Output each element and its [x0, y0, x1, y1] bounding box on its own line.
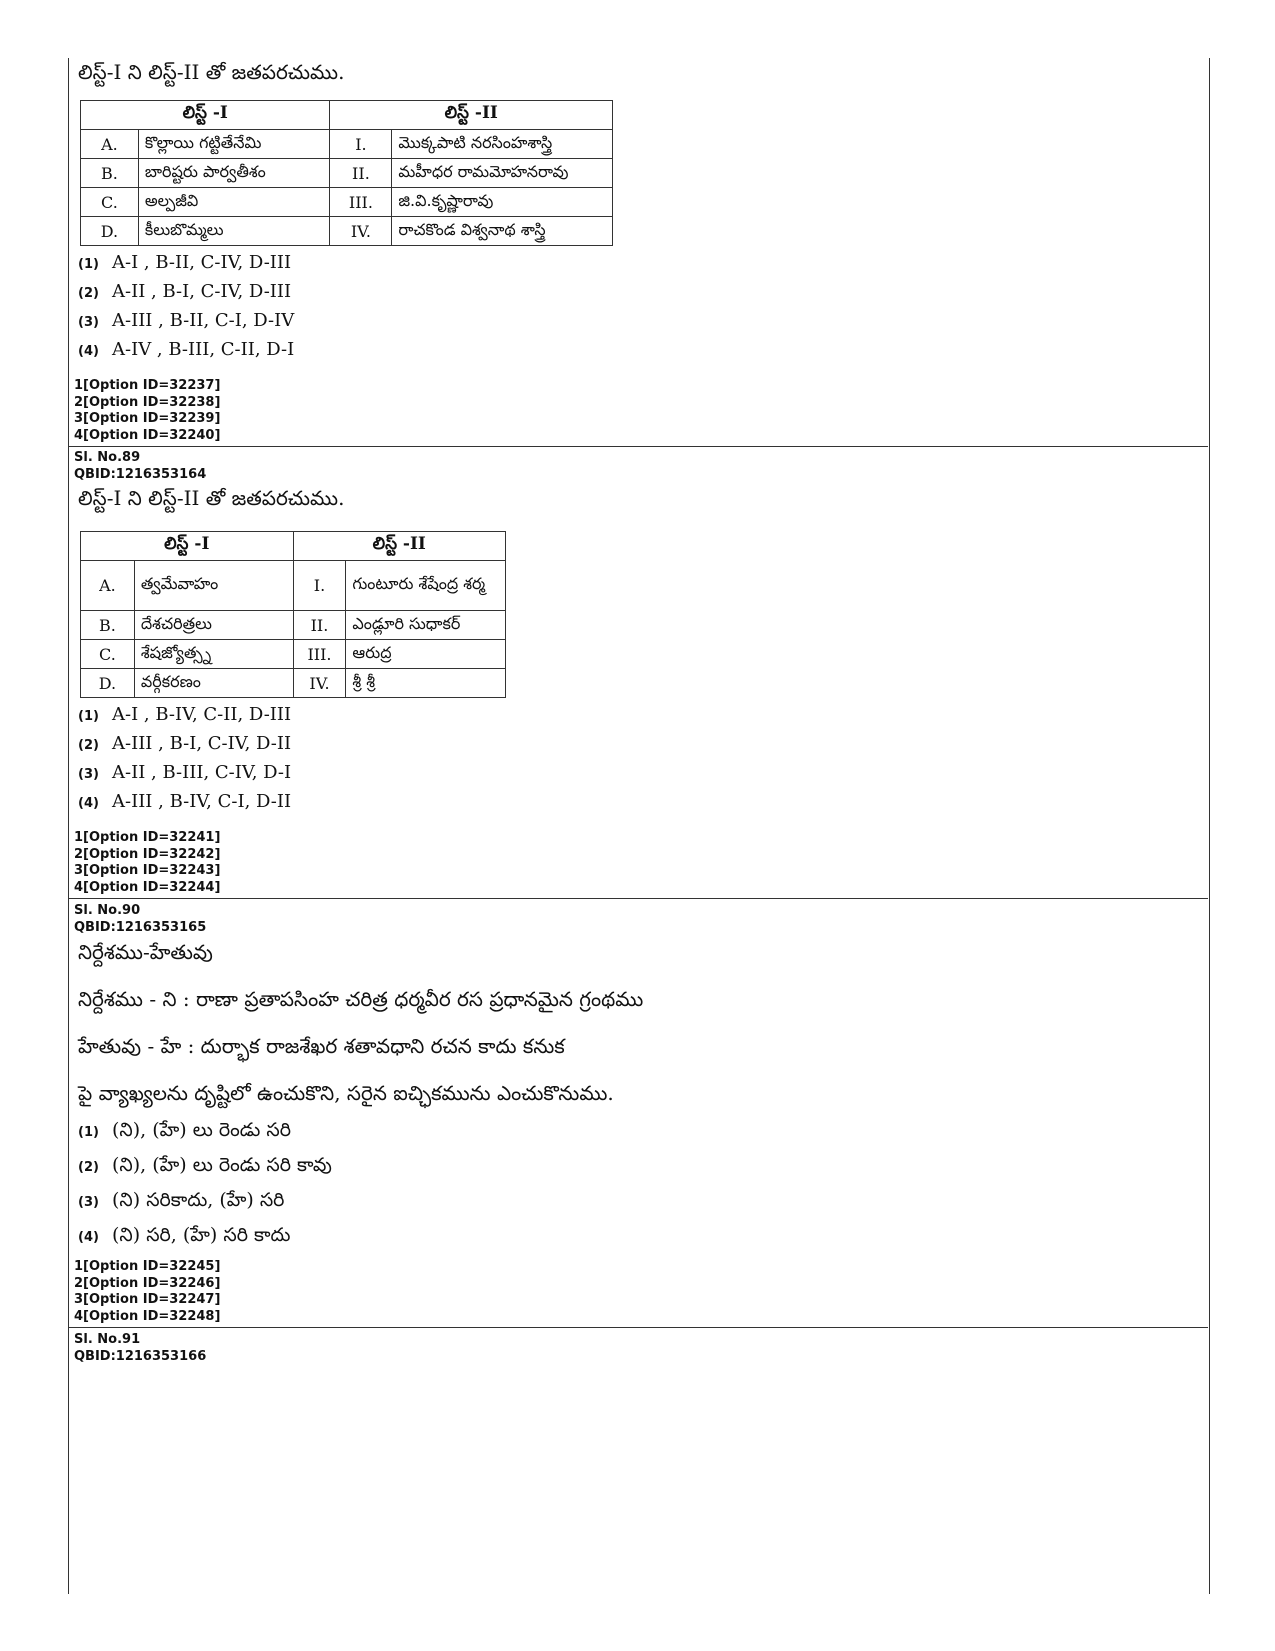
list1-item: అల్పజీవి — [138, 188, 330, 217]
list1-header: లిస్ట్ -I — [81, 101, 330, 130]
option-number: (1) — [78, 709, 99, 724]
option[interactable] — [78, 310, 1208, 339]
row-roman: I. — [330, 130, 392, 159]
option[interactable] — [78, 733, 1208, 762]
list1-item: త్వమేవాహం — [134, 561, 293, 611]
list2-item: ఎండ్లూరి సుధాకర్ — [346, 611, 506, 640]
option-ids — [74, 1259, 1214, 1325]
option-number: (2) — [78, 286, 99, 301]
row-label: A. — [81, 130, 139, 159]
option-number: (1) — [78, 257, 99, 272]
qbid: QBID:1216353166 — [74, 1348, 207, 1364]
option-number: (2) — [78, 738, 99, 753]
table-row — [81, 611, 506, 640]
qbid: QBID:1216353165 — [74, 919, 207, 935]
option-id: 1[Option ID=32241] — [74, 830, 221, 845]
option[interactable] — [78, 281, 1208, 310]
option-id: 1[Option ID=32237] — [74, 378, 221, 393]
option[interactable] — [78, 762, 1208, 791]
option-text: A-II , B-III, C-IV, D-I — [112, 762, 292, 783]
row-roman: I. — [293, 561, 346, 611]
option[interactable] — [78, 1189, 1208, 1224]
option-text: (ని), (హే) లు రెండు సరి కావు — [112, 1154, 332, 1176]
option[interactable] — [78, 1154, 1208, 1189]
serial-number: Sl. No.90 — [74, 903, 141, 918]
option-text: A-I , B-II, C-IV, D-III — [112, 252, 292, 273]
option-text: A-III , B-I, C-IV, D-II — [112, 733, 292, 754]
match-table — [80, 531, 506, 698]
list2-header: లిస్ట్ -II — [293, 532, 505, 561]
row-label: C. — [81, 188, 139, 217]
table-row — [81, 640, 506, 669]
question-divider — [68, 898, 1208, 899]
row-label: D. — [81, 217, 139, 246]
option-text: A-IV , B-III, C-II, D-I — [112, 339, 295, 360]
row-label: B. — [81, 611, 135, 640]
prompt: పై వ్యాఖ్యలను దృష్టిలో ఉంచుకొని, సరైన ఐచ్ఛికమును ఎంచుకొనుము. — [78, 1081, 614, 1105]
option-id: 4[Option ID=32240] — [74, 427, 221, 443]
option-id: 2[Option ID=32246] — [74, 1275, 221, 1291]
instruction: లిస్ట్-I ని లిస్ట్-II తో జతపరచుము. — [78, 486, 345, 510]
list1-item: శేషజ్యోత్స్న — [134, 640, 293, 669]
table-row — [81, 130, 613, 159]
row-roman: III. — [330, 188, 392, 217]
list1-header: లిస్ట్ -I — [81, 532, 294, 561]
list1-item: దేశచరిత్రలు — [134, 611, 293, 640]
options-list — [78, 252, 1208, 368]
option-id: 3[Option ID=32243] — [74, 863, 221, 878]
list2-item: జి.వి.కృష్ణారావు — [392, 188, 613, 217]
row-roman: II. — [330, 159, 392, 188]
question-title: నిర్దేశము-హేతువు — [78, 940, 213, 964]
list2-item: మహీధర రామమోహనరావు — [392, 159, 613, 188]
question-divider — [68, 1327, 1208, 1328]
list2-item: మొక్కపాటి నరసింహశాస్త్రి — [392, 130, 613, 159]
question-91 — [68, 1332, 1208, 1365]
list2-item: రాచకొండ విశ్వనాథ శాస్త్రి — [392, 217, 613, 246]
question-90 — [68, 903, 1208, 1259]
row-roman: IV. — [330, 217, 392, 246]
match-table — [80, 100, 613, 246]
list1-item: కొల్లాయి గట్టితేనేమి — [138, 130, 330, 159]
option[interactable] — [78, 791, 1208, 820]
option-text: (ని) సరి, (హే) సరి కాదు — [112, 1224, 291, 1246]
option-id: 4[Option ID=32248] — [74, 1308, 221, 1324]
list1-item: కీలుబొమ్మలు — [138, 217, 330, 246]
option-number: (3) — [78, 1195, 99, 1210]
statement: నిర్దేశము - ని : రాణా ప్రతాపసింహ చరిత్ర ధర్మవీర రస ప్రధానమైన గ్రంథము — [78, 987, 644, 1011]
question-88 — [68, 58, 1208, 368]
option-id: 1[Option ID=32245] — [74, 1259, 221, 1274]
row-roman: II. — [293, 611, 346, 640]
option-id: 2[Option ID=32238] — [74, 394, 221, 410]
option-number: (4) — [78, 344, 99, 359]
row-roman: IV. — [293, 669, 346, 698]
option-text: A-I , B-IV, C-II, D-III — [112, 704, 292, 725]
option-number: (1) — [78, 1125, 99, 1140]
option[interactable] — [78, 1119, 1208, 1154]
serial-number: Sl. No.91 — [74, 1332, 141, 1347]
question-89 — [68, 450, 1208, 820]
option-ids — [74, 830, 1214, 896]
list2-item: గుంటూరు శేషేంద్ర శర్మ — [346, 561, 506, 611]
option-id: 2[Option ID=32242] — [74, 846, 221, 862]
reason: హేతువు - హే : దుర్భాక రాజశేఖర శతావధాని రచన కాదు కనుక — [78, 1034, 565, 1058]
row-label: C. — [81, 640, 135, 669]
options-list — [78, 1119, 1208, 1259]
table-row — [81, 188, 613, 217]
table-row — [81, 217, 613, 246]
list2-item: శ్రీ శ్రీ — [346, 669, 506, 698]
option[interactable] — [78, 704, 1208, 733]
option-number: (4) — [78, 1230, 99, 1245]
row-label: D. — [81, 669, 135, 698]
qbid: QBID:1216353164 — [74, 466, 207, 482]
option-id: 3[Option ID=32239] — [74, 411, 221, 426]
option-text: A-III , B-IV, C-I, D-II — [112, 791, 292, 812]
option-number: (3) — [78, 767, 99, 782]
option-text: A-II , B-I, C-IV, D-III — [112, 281, 292, 302]
option-number: (2) — [78, 1160, 99, 1175]
option-text: A-III , B-II, C-I, D-IV — [112, 310, 295, 331]
option-text: (ని) సరికాదు, (హే) సరి — [112, 1189, 285, 1211]
instruction: లిస్ట్-I ని లిస్ట్-II తో జతపరచుము. — [78, 60, 345, 84]
serial-number: Sl. No.89 — [74, 450, 141, 465]
list1-item: బారిష్టరు పార్వతీశం — [138, 159, 330, 188]
option-id: 3[Option ID=32247] — [74, 1292, 221, 1307]
option-text: (ని), (హే) లు రెండు సరి — [112, 1119, 291, 1141]
option-id: 4[Option ID=32244] — [74, 879, 221, 895]
table-row — [81, 561, 506, 611]
question-divider — [68, 446, 1208, 447]
option[interactable] — [78, 1224, 1208, 1259]
row-roman: III. — [293, 640, 346, 669]
table-row — [81, 669, 506, 698]
option-ids — [74, 378, 1214, 444]
list1-item: వర్గీకరణం — [134, 669, 293, 698]
option-number: (4) — [78, 796, 99, 811]
option[interactable] — [78, 252, 1208, 281]
option[interactable] — [78, 339, 1208, 368]
options-list — [78, 704, 1208, 820]
row-label: B. — [81, 159, 139, 188]
option-number: (3) — [78, 315, 99, 330]
table-row — [81, 159, 613, 188]
list2-item: ఆరుద్ర — [346, 640, 506, 669]
list2-header: లిస్ట్ -II — [330, 101, 613, 130]
row-label: A. — [81, 561, 135, 611]
